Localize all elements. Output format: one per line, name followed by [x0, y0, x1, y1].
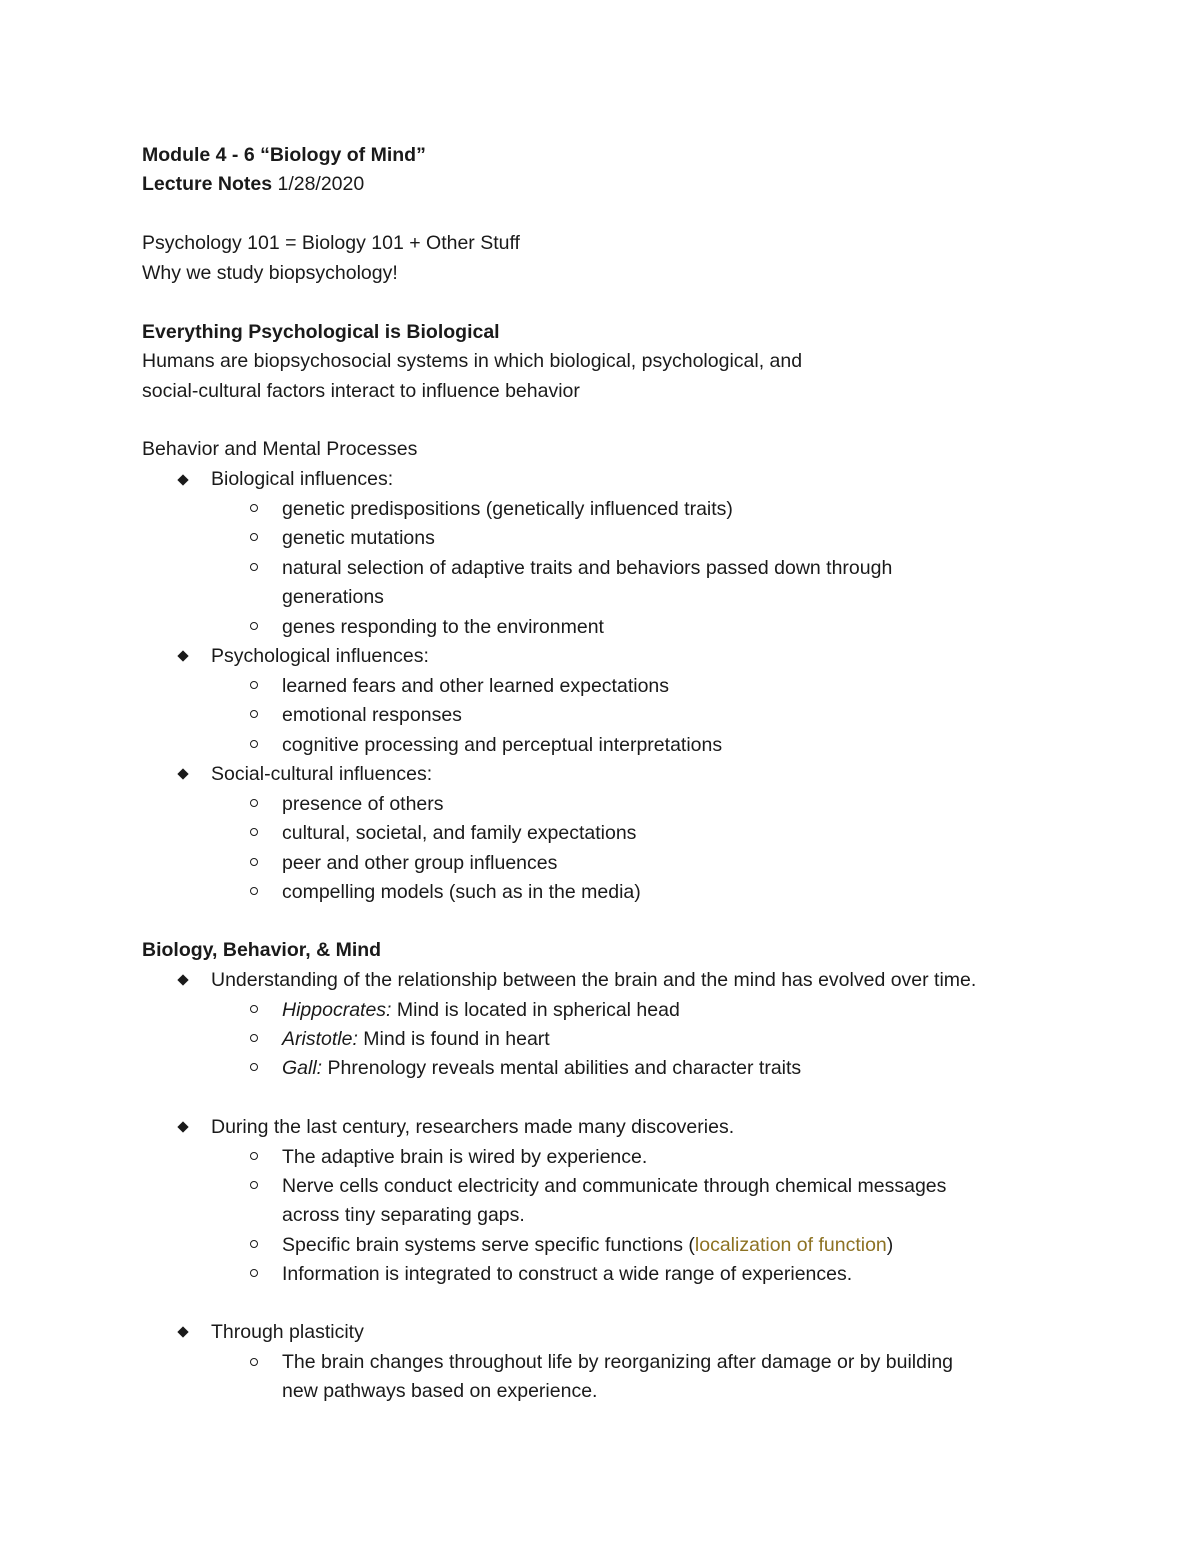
circle-bullet-icon [250, 740, 258, 748]
list-item: During the last century, researchers made many discoveries. [211, 1116, 735, 1138]
list-item: presence of others [282, 793, 444, 815]
circle-bullet-icon [250, 622, 258, 630]
bullet-icon [177, 974, 188, 985]
list-item: Understanding of the relationship between the brain and the mind has evolved over time. [211, 969, 977, 991]
circle-bullet-icon [250, 563, 258, 571]
circle-bullet-icon [250, 1358, 258, 1366]
lecture-date: 1/28/2020 [277, 173, 365, 195]
person-name: Hippocrates: [282, 999, 392, 1021]
list-item: genes responding to the environment [282, 616, 604, 638]
list-item: peer and other group influences [282, 852, 558, 874]
circle-bullet-icon [250, 1063, 258, 1071]
circle-bullet-icon [250, 799, 258, 807]
circle-bullet-icon [250, 681, 258, 689]
lecture-notes-line [142, 172, 364, 196]
circle-bullet-icon [250, 533, 258, 541]
lecture-notes-label: Lecture Notes [142, 173, 273, 195]
list-item [282, 998, 680, 1022]
list-item: Nerve cells conduct electricity and communicate through chemical messages [282, 1175, 947, 1197]
list-item: learned fears and other learned expectations [282, 675, 670, 697]
list-item: Psychological influences: [211, 645, 429, 667]
list-item-continuation: across tiny separating gaps. [282, 1204, 525, 1226]
list-item: Biological influences: [211, 468, 394, 490]
circle-bullet-icon [250, 1152, 258, 1160]
list-item-continuation: generations [282, 586, 384, 608]
list-item [282, 1027, 550, 1051]
intro-line-1: Psychology 101 = Biology 101 + Other Stuff [142, 232, 520, 254]
circle-bullet-icon [250, 1034, 258, 1042]
list-item [282, 1056, 801, 1080]
bullet-icon [177, 1121, 188, 1132]
list-item: emotional responses [282, 704, 462, 726]
section-heading-2: Behavior and Mental Processes [142, 438, 418, 460]
list-item: genetic mutations [282, 527, 435, 549]
circle-bullet-icon [250, 858, 258, 866]
circle-bullet-icon [250, 710, 258, 718]
list-item: genetic predispositions (genetically influenced traits) [282, 498, 733, 520]
circle-bullet-icon [250, 1269, 258, 1277]
circle-bullet-icon [250, 1240, 258, 1248]
item-text: Mind is located in spherical head [391, 999, 680, 1021]
bullet-icon [177, 768, 188, 779]
section-1-body-1: Humans are biopsychosocial systems in which biological, psychological, and [142, 350, 803, 372]
section-heading-1: Everything Psychological is Biological [142, 321, 500, 343]
item-text: Specific brain systems serve specific functions ( [282, 1234, 695, 1256]
section-1-body-2: social-cultural factors interact to influence behavior [142, 380, 580, 402]
circle-bullet-icon [250, 504, 258, 512]
list-item: cognitive processing and perceptual interpretations [282, 734, 723, 756]
list-item: The adaptive brain is wired by experience. [282, 1146, 648, 1168]
module-title: Module 4 - 6 “Biology of Mind” [142, 144, 426, 166]
item-text: Mind is found in heart [357, 1028, 550, 1050]
list-item [282, 1233, 893, 1257]
circle-bullet-icon [250, 1005, 258, 1013]
list-item-continuation: new pathways based on experience. [282, 1380, 598, 1402]
item-text: Phrenology reveals mental abilities and character traits [322, 1057, 802, 1079]
circle-bullet-icon [250, 887, 258, 895]
list-item: natural selection of adaptive traits and behaviors passed down through [282, 557, 893, 579]
list-item: Information is integrated to construct a wide range of experiences. [282, 1263, 853, 1285]
circle-bullet-icon [250, 828, 258, 836]
highlighted-term: localization of function [694, 1234, 887, 1256]
list-item: cultural, societal, and family expectations [282, 822, 637, 844]
bullet-icon [177, 474, 188, 485]
item-text: ) [886, 1234, 894, 1256]
bullet-icon [177, 1326, 188, 1337]
intro-line-2: Why we study biopsychology! [142, 262, 398, 284]
list-item: Through plasticity [211, 1321, 364, 1343]
person-name: Aristotle: [282, 1028, 358, 1050]
person-name: Gall: [282, 1057, 323, 1079]
list-item: compelling models (such as in the media) [282, 881, 641, 903]
bullet-icon [177, 650, 188, 661]
list-item: Social-cultural influences: [211, 763, 433, 785]
section-heading-3: Biology, Behavior, & Mind [142, 939, 382, 961]
circle-bullet-icon [250, 1181, 258, 1189]
list-item: The brain changes throughout life by reorganizing after damage or by building [282, 1351, 954, 1373]
